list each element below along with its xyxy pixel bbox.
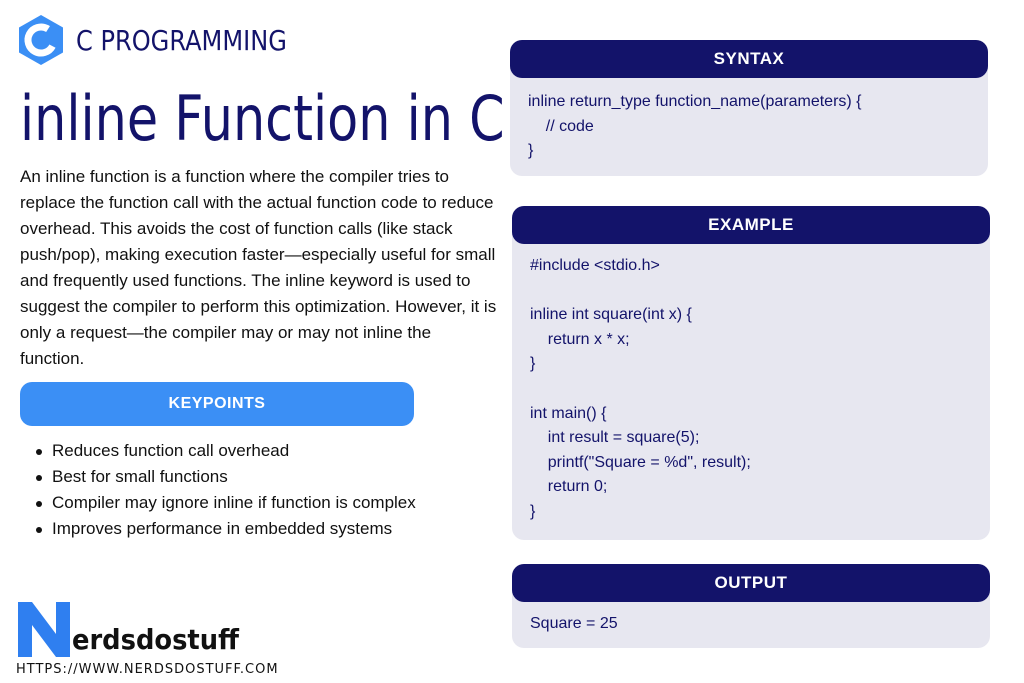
output-heading: OUTPUT <box>512 564 990 602</box>
output-code: Square = 25 <box>530 615 618 632</box>
keypoints-list <box>36 438 416 542</box>
c-language-hexagon-icon <box>18 14 64 66</box>
brand-label: C PROGRAMMING <box>76 23 287 57</box>
website-link[interactable]: HTTPS://WWW.NERDSDOSTUFF.COM <box>16 662 279 677</box>
output-panel <box>512 564 990 648</box>
nerdsdostuff-n-icon <box>18 602 72 657</box>
keypoint-item: Compiler may ignore inline if function is complex <box>36 490 416 516</box>
example-panel <box>512 206 990 540</box>
keypoint-item: Best for small functions <box>36 464 416 490</box>
logo-wordmark: erdsdostuff <box>72 623 239 656</box>
syntax-panel <box>510 40 988 176</box>
nerdsdostuff-logo <box>18 602 253 657</box>
keypoint-item: Reduces function call overhead <box>36 438 416 464</box>
example-code: #include <stdio.h> inline int square(int x) { return x * x; } int main() { int result = square(5); printf("Square = %d", result); return 0; } <box>530 257 751 520</box>
syntax-heading: SYNTAX <box>510 40 988 78</box>
brand-header <box>18 14 321 66</box>
example-heading: EXAMPLE <box>512 206 990 244</box>
keypoint-item: Improves performance in embedded systems <box>36 516 416 542</box>
keypoints-heading: KEYPOINTS <box>20 382 414 426</box>
page-title: inline Function in C <box>20 82 505 155</box>
syntax-code: inline return_type function_name(parameters) { // code } <box>528 93 862 160</box>
intro-paragraph: An inline function is a function where the compiler tries to replace the function call with the actual function code to reduce overhead. This avoids the cost of function calls (like stack push/pop), making execution faster—especially useful for small and frequently used functions. The inline keyword is used to suggest the compiler to perform this optimization. However, it is only a request—the compiler may or may not inline the function. <box>20 167 497 368</box>
